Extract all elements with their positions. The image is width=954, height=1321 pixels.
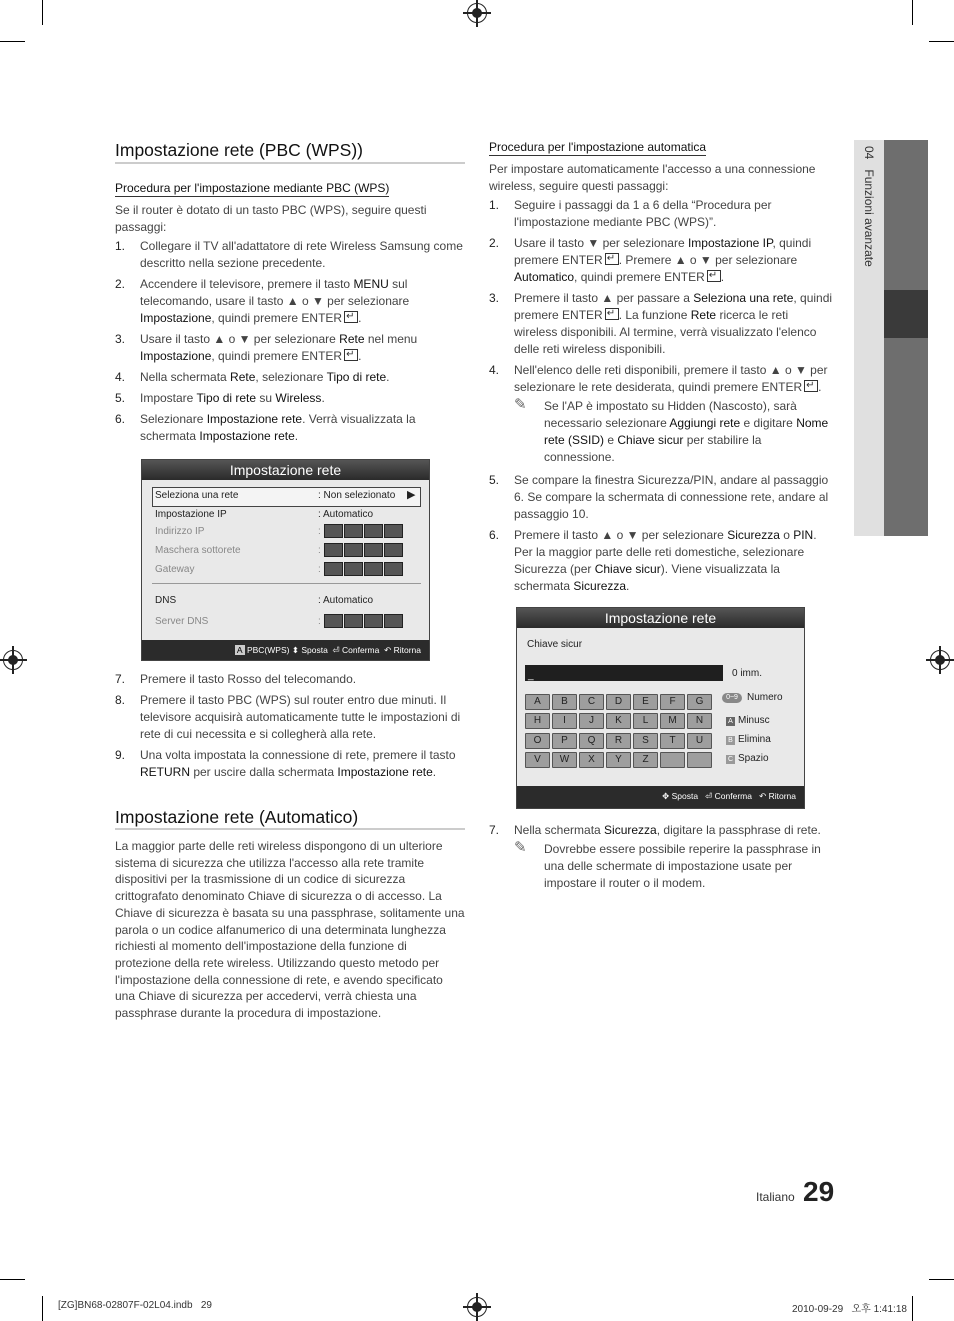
return-icon: ↶ <box>759 791 767 801</box>
ip-field <box>344 524 363 538</box>
step: 3. Usare il tasto ▲ o ▼ per selezionare Rete nel menu Impostazione, quindi premere ENTER↵ . <box>115 331 467 365</box>
registration-mark-icon <box>3 650 23 670</box>
step: 5. Impostare Tipo di rete su Wireless. <box>115 391 325 405</box>
key-x[interactable]: X <box>579 752 604 768</box>
step: 2. Usare il tasto ▼ per selezionare Impostazione IP, quindi premere ENTER↵ . Premere ▲ o ▼ per selezionare Automatico, quindi premere ENTER↵ . <box>489 235 834 286</box>
osd-footer <box>142 640 429 660</box>
section-rule <box>115 828 465 830</box>
c-button-icon: C <box>727 756 734 763</box>
lowercase-label: Minusc <box>738 715 770 726</box>
steps-pbc-after <box>115 671 467 785</box>
enter-icon <box>804 380 818 392</box>
steps-auto-after <box>489 822 834 898</box>
arrow-right-icon: ▶ <box>407 489 416 501</box>
crop-mark <box>929 41 954 42</box>
input-cursor: _ <box>528 670 534 681</box>
steps-auto <box>489 197 834 599</box>
key-t[interactable]: T <box>660 733 685 749</box>
key-y[interactable]: Y <box>606 752 631 768</box>
key-m[interactable]: M <box>660 713 685 729</box>
side-tab-block <box>884 338 928 536</box>
section-title-pbc: Impostazione rete (PBC (WPS)) <box>115 140 363 160</box>
return-icon: ↶ <box>384 645 392 655</box>
enter-icon: ⏎ <box>705 791 713 801</box>
footer-confirm: Conferma <box>714 791 752 801</box>
ip-field <box>364 543 383 557</box>
red-a-button-icon: A <box>236 645 243 655</box>
updown-icon: ⬍ <box>291 645 299 655</box>
body-auto: La maggior parte delle reti wireless dispongono di un ulteriore sistema di sicurezza che utilizza l'accesso alla rete tramite dispositivi per la trasmissione di un codice di sicurezza crittografato denominato Chiave di sicurezza o di accesso. La Chiave di sicurezza è basata su una passphrase, solitamente una parola o un codice alfanumerico di una determinata lunghezza richiesti al momento dell'impostazione della funzione di protezione della rete wireless. Utilizzando questo metodo per l'impostazione della connessione di rete, e avendo specificato una Chiave di sicurezza per accedervi, verrà chiesta una passphrase durante la procedura di impostazione. <box>115 839 465 1021</box>
intro-pbc: Se il router è dotato di un tasto PBC (WPS), seguire questi passaggi: <box>115 203 427 234</box>
file-info: [ZG]BN68-02807F-02L04.indb 29 <box>58 1300 212 1311</box>
osd-row-label: Impostazione IP <box>155 509 227 520</box>
step: 7. Premere il tasto Rosso del telecomando. <box>115 672 357 686</box>
step: 2. Accendere il televisore, premere il tasto MENU sul telecomando, usare il tasto ▲ o ▼ per selezionare Impostazione, quindi premere ENTER↵ . <box>115 276 467 327</box>
step: 7. Nella schermata Sicurezza, digitare la passphrase di rete. ✎ Dovrebbe essere possibile reperire la passphrase in una delle schermate di impostazione usate per impostare il router o il modem. <box>489 822 834 892</box>
key-z[interactable]: Z <box>633 752 658 768</box>
osd-row-label: Server DNS <box>155 616 209 627</box>
osd-row-value: : <box>318 616 321 627</box>
registration-mark-icon <box>930 650 950 670</box>
enter-icon <box>344 311 358 323</box>
pencil-note-icon: ✎ <box>514 839 527 856</box>
enter-icon <box>344 349 358 361</box>
ip-field <box>384 524 403 538</box>
key-f[interactable]: F <box>660 694 685 710</box>
crop-mark <box>912 1296 913 1321</box>
ip-field <box>344 562 363 576</box>
osd-security-key <box>516 607 805 809</box>
ip-field <box>324 524 343 538</box>
key-r[interactable]: R <box>606 733 631 749</box>
space-label: Spazio <box>738 753 769 764</box>
osd-footer <box>517 786 804 808</box>
step: 6. Selezionare Impostazione rete. Verrà visualizzata la schermata Impostazione rete. <box>115 412 416 443</box>
ip-field <box>324 614 343 628</box>
move-icon: ✥ <box>662 791 670 801</box>
key-blank[interactable] <box>687 752 712 768</box>
footer-return: Ritorna <box>768 791 796 801</box>
crop-mark <box>912 0 913 25</box>
osd-row-value: : Non selezionato <box>318 490 396 501</box>
print-date: 2010-09-29 오후 1:41:18 <box>792 1304 907 1315</box>
crop-mark <box>0 1279 25 1280</box>
security-key-input[interactable] <box>525 665 723 681</box>
osd-row-label: Gateway <box>155 564 195 575</box>
key-o[interactable]: O <box>525 733 550 749</box>
key-e[interactable]: E <box>633 694 658 710</box>
section-rule <box>115 162 465 164</box>
osd-row-label: Maschera sottorete <box>155 545 241 556</box>
key-j[interactable]: J <box>579 713 604 729</box>
note: ✎ Se l'AP è impostato su Hidden (Nascosto), sarà necessario selezionare Aggiungi rete e digitare Nome rete (SSID) e Chiave sicur per stabilire la connessione. <box>514 396 829 464</box>
page-number: 29 <box>803 1176 835 1207</box>
key-a[interactable]: A <box>525 694 550 710</box>
key-q[interactable]: Q <box>579 733 604 749</box>
footer-move: Sposta <box>301 645 328 655</box>
key-v[interactable]: V <box>525 752 550 768</box>
ip-field <box>364 524 383 538</box>
step: 4. Nella schermata Rete, selezionare Tipo di rete. <box>115 370 390 384</box>
osd-row-label: Indirizzo IP <box>155 526 205 537</box>
osd-divider <box>152 583 421 584</box>
crop-mark <box>0 41 25 42</box>
side-tab-active-block <box>884 290 928 338</box>
ip-field <box>324 562 343 576</box>
key-c[interactable]: C <box>579 694 604 710</box>
key-p[interactable]: P <box>552 733 577 749</box>
key-l[interactable]: L <box>633 713 658 729</box>
crop-mark <box>929 1279 954 1280</box>
ip-field <box>384 614 403 628</box>
key-n[interactable]: N <box>687 713 712 729</box>
key-u[interactable]: U <box>687 733 712 749</box>
osd-row-label: Seleziona una rete <box>155 490 239 501</box>
registration-mark-icon <box>467 3 487 23</box>
step: 9. Una volta impostata la connessione di rete, premere il tasto RETURN per uscire dalla schermata Impostazione rete. <box>115 748 456 779</box>
osd-row-value: : <box>318 545 321 556</box>
ip-field <box>384 543 403 557</box>
ip-field <box>364 614 383 628</box>
osd-row-value: : Automatico <box>318 509 374 520</box>
step: 6. Premere il tasto ▲ o ▼ per selezionare Sicurezza o PIN. Per la maggior parte delle reti domestiche, selezionare Sicurezza (per Chiave sicur). Viene visualizzata la schermata Sicurezza. <box>489 528 817 593</box>
enter-icon <box>707 270 721 282</box>
side-tab-label: 04 Funzioni avanzate <box>862 146 876 267</box>
key-d[interactable]: D <box>606 694 631 710</box>
security-key-label: Chiave sicur <box>527 639 583 650</box>
note: ✎ Dovrebbe essere possibile reperire la passphrase in una delle schermate di impostazione usate per impostare il router o il modem. <box>514 839 821 890</box>
subhead-auto: Procedura per l'impostazione automatica <box>489 140 707 154</box>
osd-row-value: : <box>318 526 321 537</box>
numeric-label: Numero <box>747 692 783 703</box>
footer-return: Ritorna <box>393 645 421 655</box>
enter-icon: ⏎ <box>332 645 340 655</box>
step: 3. Premere il tasto ▲ per passare a Seleziona una rete, quindi premere ENTER↵ . La funzione Rete ricerca le reti wireless disponibili. Al termine, verrà visualizzato l'elenco delle reti wireless disponibili. <box>489 290 834 358</box>
key-w[interactable]: W <box>552 752 577 768</box>
step: 1. Collegare il TV all'adattatore di rete Wireless Samsung come descritto nella sezione precedente. <box>115 239 463 270</box>
footer-confirm: Conferma <box>342 645 380 655</box>
osd-title: Impostazione rete <box>517 608 804 628</box>
intro-auto: Per impostare automaticamente l'accesso a una connessione wireless, seguire questi passaggi: <box>489 162 816 193</box>
key-g[interactable]: G <box>687 694 712 710</box>
ip-field <box>344 614 363 628</box>
ip-field <box>384 562 403 576</box>
osd-row-label: DNS <box>155 595 177 606</box>
key-blank[interactable] <box>660 752 685 768</box>
crop-mark <box>42 1296 43 1321</box>
osd-row-value: : <box>318 564 321 575</box>
ip-field <box>324 543 343 557</box>
pencil-note-icon: ✎ <box>514 396 527 413</box>
a-button-icon: A <box>726 717 735 726</box>
key-h[interactable]: H <box>525 713 550 729</box>
osd-network-settings <box>141 459 430 661</box>
enter-icon <box>605 308 619 320</box>
footer-pbc: PBC(WPS) <box>246 645 290 655</box>
key-k[interactable]: K <box>606 713 631 729</box>
step: 5. Se compare la finestra Sicurezza/PIN, andare al passaggio 6. Se compare la schermata di connessione rete, andare al passaggio 10. <box>489 473 829 521</box>
key-i[interactable]: I <box>552 713 577 729</box>
registration-mark-icon <box>467 1297 487 1317</box>
osd-title: Impostazione rete <box>142 460 429 480</box>
ip-field <box>344 543 363 557</box>
side-tab-block <box>884 140 928 290</box>
osd-row-value: : Automatico <box>318 595 374 606</box>
step: 4. Nell'elenco delle reti disponibili, premere il tasto ▲ o ▼ per selezionare le rete desiderata, quindi premere ENTER↵ . ✎ Se l'AP è impostato su Hidden (Nascosto), sarà necessario selezionare Aggiungi rete e digitare Nome rete (SSID) e Chiave sicur per stabilire la connessione. <box>489 362 834 466</box>
enter-icon <box>605 253 619 265</box>
delete-label: Elimina <box>738 734 771 745</box>
ip-field <box>364 562 383 576</box>
footer-move: Sposta <box>671 791 699 801</box>
numeric-key-icon: 0~9 <box>722 693 742 703</box>
step: 8. Premere il tasto PBC (WPS) sul router entro due minuti. Il televisore acquisirà automaticamente tutte le impostazioni di rete di cui necessita e si collegherà alla rete. <box>115 693 461 741</box>
section-title-auto: Impostazione rete (Automatico) <box>115 807 359 827</box>
b-button-icon: B <box>726 736 735 745</box>
steps-pbc <box>115 238 467 449</box>
char-count: 0 imm. <box>732 668 762 679</box>
key-s[interactable]: S <box>633 733 658 749</box>
subhead-pbc: Procedura per l'impostazione mediante PBC (WPS) <box>115 181 390 195</box>
key-b[interactable]: B <box>552 694 577 710</box>
crop-mark <box>42 0 43 25</box>
step: 1. Seguire i passaggi da 1 a 6 della “Procedura per l'impostazione mediante PBC (WPS)”. <box>489 198 772 229</box>
language-label: Italiano <box>756 1190 795 1204</box>
